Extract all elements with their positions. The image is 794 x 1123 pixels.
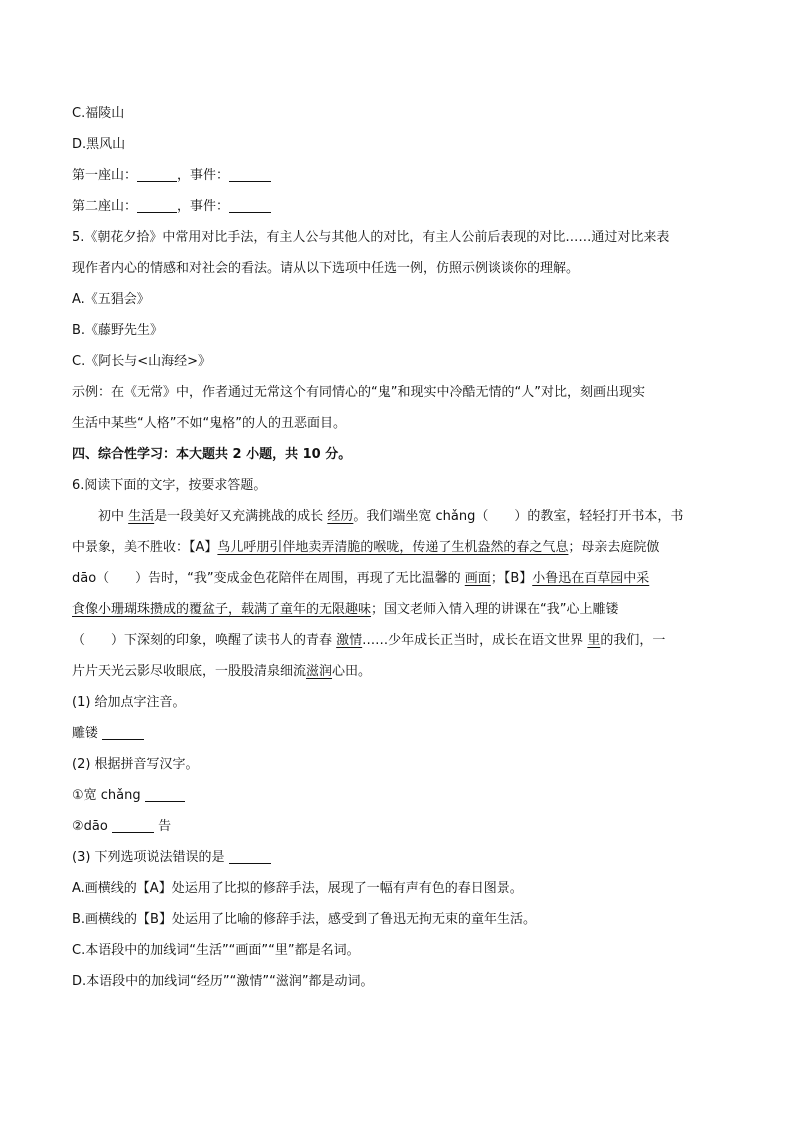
q4-mountain-2 <box>72 191 722 222</box>
word-li: 里 <box>587 633 601 648</box>
sub-question-3: (3) 下列选项说法错误的是 <box>72 842 722 873</box>
q5-stem-line-1: 5.《朝花夕拾》中常用对比手法，有主人公与其他人的对比，有主人公前后表现的对比……通过对比来表 <box>72 230 670 245</box>
sub-question-2-item-1: ①宽 chǎng <box>72 780 722 811</box>
answer-blank-dilou[interactable] <box>102 724 144 740</box>
underline-a: 鸟儿呼朋引伴地卖弄清脆的喉咙，传递了生机盎然的春之气息 <box>217 540 569 555</box>
q5-option-c: C.《阿长与<山海经>》 <box>72 354 211 369</box>
sub-question-2: (2) 根据拼音写汉字。 <box>72 757 199 772</box>
choice-a: A.画横线的【A】处运用了比拟的修辞手法，展现了一幅有声有色的春日图景。 <box>72 881 523 896</box>
sub-question-1: (1) 给加点字注音。 <box>72 695 186 710</box>
choice-b: B.画横线的【B】处运用了比喻的修辞手法，感受到了鲁迅无拘无束的童年生活。 <box>72 912 536 927</box>
word-ziran: 滋润 <box>306 664 333 679</box>
q5-option-b: B.《藤野先生》 <box>72 323 164 338</box>
answer-blank-chang[interactable] <box>145 786 185 802</box>
q5-example-line-1: 示例：在《无常》中，作者通过无常这个有同情心的“鬼”和现实中冷酷无情的“人”对比，刻画出现实 <box>72 385 645 400</box>
answer-blank-dao[interactable] <box>112 817 154 833</box>
passage-line-2: 中景象，美不胜收：【A】鸟儿呼朋引伴地卖弄清脆的喉咙，传递了生机盎然的春之气息；母亲去庭院倣 <box>72 540 660 555</box>
word-jingli: 经历 <box>327 509 354 524</box>
q4-option-c: C.福陵山 <box>72 106 125 121</box>
event-1-blank[interactable] <box>229 166 271 182</box>
event-2-blank[interactable] <box>229 197 271 213</box>
event-1-label: ，事件： <box>177 168 230 183</box>
document-page <box>72 98 722 997</box>
mountain-1-label: 第一座山： <box>72 168 138 183</box>
word-huamian: 画面 <box>464 571 491 586</box>
q4-mountain-1 <box>72 160 722 191</box>
passage-line-1: 初中 生活是一段美好又充满挑战的成长 经历。我们端坐宽 chǎng（ ）的教室，轻轻打开书本，书 <box>98 509 684 524</box>
sub-question-2-item-2: ②dāo 告 <box>72 819 172 834</box>
sub-question-1-item: 雕镂 <box>72 718 722 749</box>
mountain-2-label: 第二座山： <box>72 199 138 214</box>
passage-line-4: 食像小珊瑚珠攒成的覆盆子，载满了童年的无限趣味；国文老师入情入理的讲课在“我”心上雕镂 <box>72 602 619 617</box>
q6-stem: 6.阅读下面的文字，按要求答题。 <box>72 478 267 493</box>
q5-example-line-2: 生活中某些“人格”不如“鬼格”的人的丑恶面目。 <box>72 416 346 431</box>
mountain-2-blank[interactable] <box>137 197 177 213</box>
q4-option-d: D.黑风山 <box>72 137 126 152</box>
answer-blank-choice[interactable] <box>229 848 271 864</box>
passage-line-3: dāo（ ）告时，“我”变成金色花陪伴在周围，再现了无比温馨的 画面；【B】小鲁迅在百草园中采 <box>72 571 650 586</box>
underline-b-1: 小鲁迅在百草园中采 <box>532 571 650 586</box>
mountain-1-blank[interactable] <box>137 166 177 182</box>
event-2-label: ，事件： <box>177 199 230 214</box>
word-shenghuo: 生活 <box>128 509 155 524</box>
choice-d: D.本语段中的加线词“经历”“激情”“滋润”都是动词。 <box>72 974 374 989</box>
q5-option-a: A.《五猖会》 <box>72 292 150 307</box>
passage-line-6: 片片天光云影尽收眼底，一股股清泉细流滋润心田。 <box>72 664 372 679</box>
passage-line-5: （ ）下深刻的印象，唤醒了读书人的青春 激情……少年成长正当时，成长在语文世界 里的我们，一 <box>72 633 666 648</box>
word-jiqing: 激情 <box>336 633 363 648</box>
section-4-heading: 四、综合性学习：本大题共 2 小题，共 10 分。 <box>72 447 352 462</box>
q5-stem-line-2: 现作者内心的情感和对社会的看法。请从以下选项中任选一例，仿照示例谈谈你的理解。 <box>72 261 580 276</box>
underline-b-2: 食像小珊瑚珠攒成的覆盆子，载满了童年的无限趣味 <box>72 602 372 617</box>
choice-c: C.本语段中的加线词“生活”“画面”“里”都是名词。 <box>72 943 360 958</box>
